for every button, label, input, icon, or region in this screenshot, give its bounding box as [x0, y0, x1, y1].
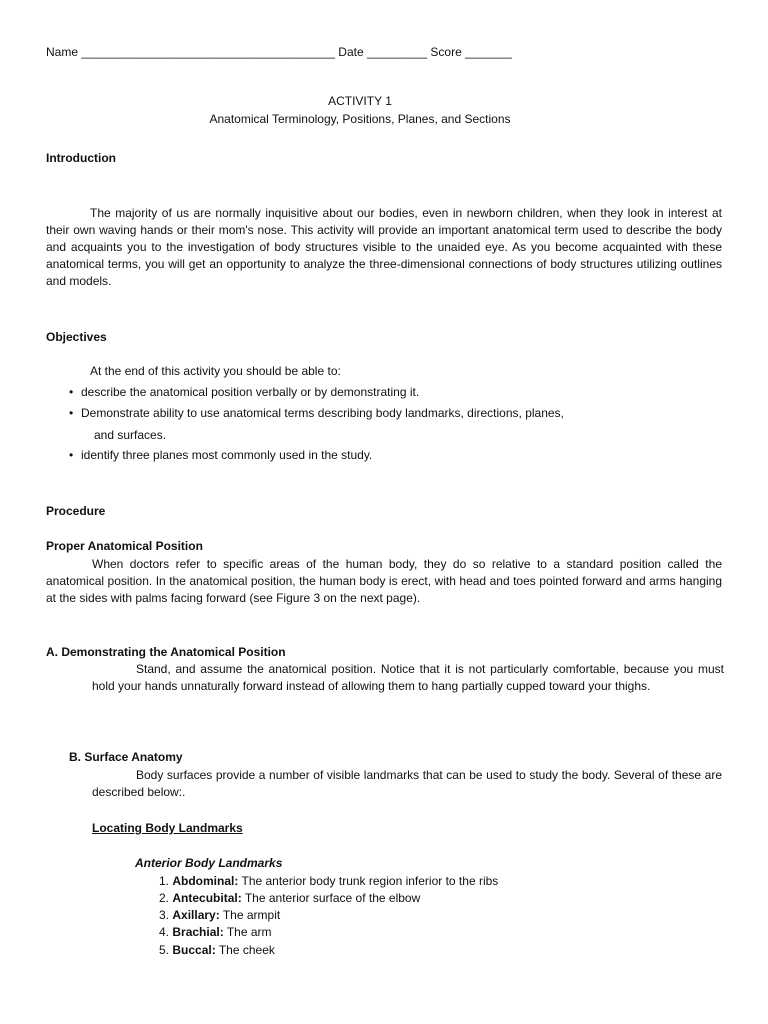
proper-position-paragraph: When doctors refer to specific areas of the human body, they do so relative to a standard position called the anatomical position. In the anatomical position, the human body is erect, with head and toes pointed forward and arms hanging at the sides with palms facing forward (see Figure 3 on the next page). — [46, 557, 722, 605]
introduction-heading: Introduction — [46, 151, 116, 165]
landmark-term: Antecubital: — [172, 891, 242, 905]
activity-subtitle: Anatomical Terminology, Positions, Planes, and Sections — [209, 112, 511, 126]
objective-text: describe the anatomical position verbally or by demonstrating it. — [81, 385, 420, 399]
objective-item — [69, 405, 729, 422]
list-number: 5. — [159, 943, 170, 957]
landmark-description: The cheek — [218, 943, 275, 957]
bullet-icon: • — [69, 385, 74, 399]
section-b-paragraph: Body surfaces provide a number of visible landmarks that can be used to study the body. Several of these are described below:. — [92, 768, 722, 799]
section-b-heading: B. Surface Anatomy — [69, 750, 183, 764]
date-field-label: Date _________ — [338, 45, 428, 59]
bullet-icon: • — [69, 406, 74, 420]
proper-position-heading: Proper Anatomical Position — [46, 539, 203, 553]
list-number: 4. — [159, 925, 170, 939]
list-item — [159, 873, 498, 890]
list-item — [159, 907, 280, 924]
list-number: 2. — [159, 891, 170, 905]
landmark-description: The arm — [226, 925, 272, 939]
objectives-intro: At the end of this activity you should be able to: — [90, 364, 341, 378]
score-field-label: Score _______ — [430, 45, 512, 59]
anterior-landmarks-heading: Anterior Body Landmarks — [135, 856, 283, 870]
landmark-term: Buccal: — [172, 943, 216, 957]
list-item — [159, 942, 275, 959]
introduction-paragraph: The majority of us are normally inquisitive about our bodies, even in newborn children, when they look in interest at their own waving hands or their mom's nose. This activity will provide an important anatomical term used to describe the body and acquaints you to the investigation of body structures visible to the unaided eye. As you become acquainted with these anatomical terms, you will get an opportunity to analyze the three-dimensional connections of body structures utilizing outlines and models. — [46, 206, 722, 288]
objective-text: identify three planes most commonly used in the study. — [81, 448, 373, 462]
header-line — [46, 44, 726, 61]
bullet-icon: • — [69, 448, 74, 462]
list-item — [159, 924, 272, 941]
landmark-term: Axillary: — [172, 908, 220, 922]
landmark-description: The armpit — [222, 908, 281, 922]
list-number: 3. — [159, 908, 170, 922]
list-number: 1. — [159, 874, 170, 888]
section-a-paragraph: Stand, and assume the anatomical position. Notice that it is not particularly comfortable, because you must hold your hands unnaturally forward instead of allowing them to hang partially cupped toward your thighs. — [92, 662, 724, 693]
procedure-heading: Procedure — [46, 504, 106, 518]
landmark-term: Brachial: — [172, 925, 224, 939]
objective-text: Demonstrate ability to use anatomical terms describing body landmarks, directions, planes, — [81, 406, 564, 420]
locating-landmarks-heading: Locating Body Landmarks — [92, 821, 243, 835]
landmark-description: The anterior body trunk region inferior to the ribs — [241, 874, 499, 888]
objectives-heading: Objectives — [46, 330, 107, 344]
list-item — [159, 890, 420, 907]
objective-item — [69, 384, 729, 401]
activity-title: ACTIVITY 1 — [328, 94, 392, 108]
landmark-description: The anterior surface of the elbow — [244, 891, 421, 905]
landmark-term: Abdominal: — [172, 874, 239, 888]
objective-item — [69, 447, 729, 464]
name-field-label: Name ______________________________________ — [46, 45, 335, 59]
objective-continuation: and surfaces. — [94, 428, 167, 442]
section-a-heading: A. Demonstrating the Anatomical Position — [46, 645, 286, 659]
